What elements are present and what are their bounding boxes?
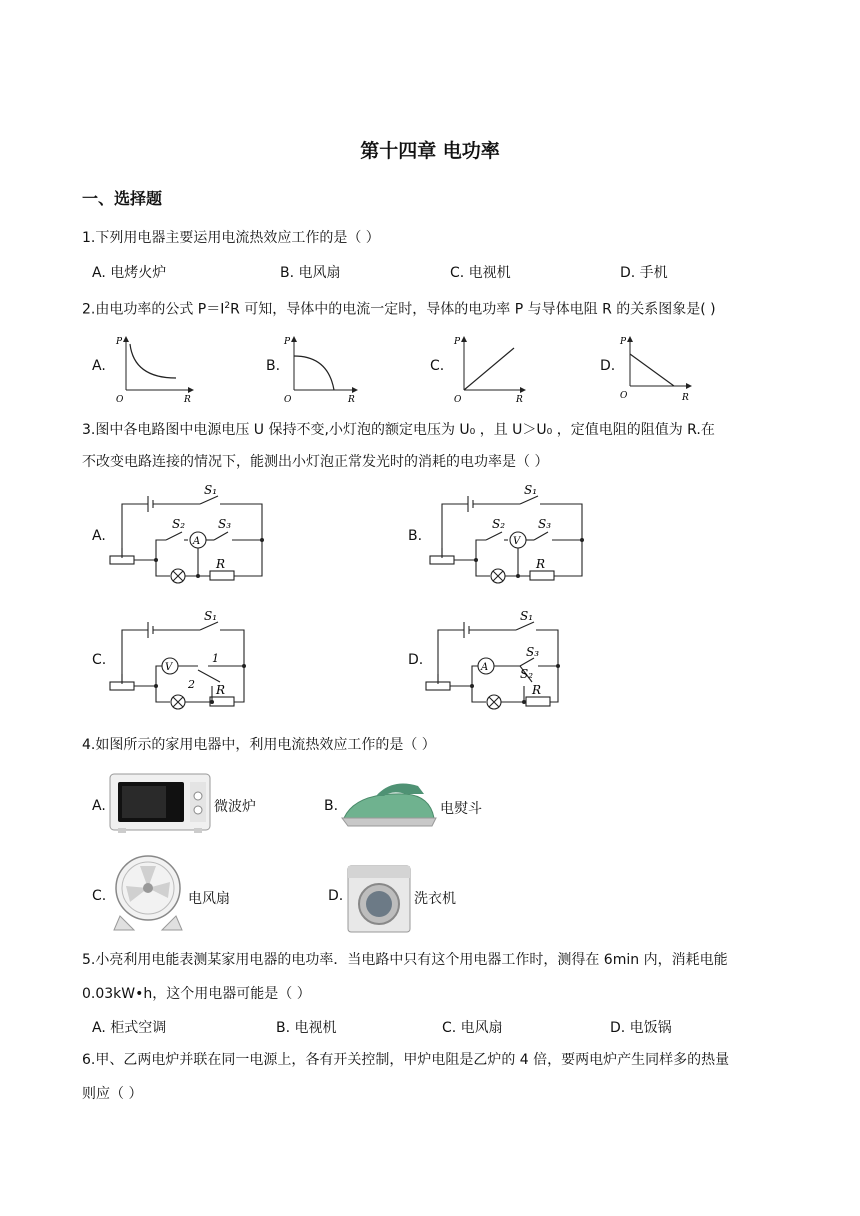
q2-graph-d	[620, 334, 700, 404]
svg-text:P: P	[454, 337, 461, 347]
q3-option-d: D.	[408, 652, 424, 668]
svg-text:S₂: S₂	[172, 517, 186, 531]
svg-text:S₂: S₂	[492, 517, 506, 531]
svg-text:S₃: S₃	[218, 517, 232, 531]
question-4-stem: 4.如图所示的家用电器中，利用电流热效应工作的是（ ）	[82, 737, 436, 753]
q5-option-b: B. 电视机	[276, 1020, 337, 1036]
svg-text:P: P	[620, 337, 627, 347]
section-heading: 一、选择题	[82, 189, 163, 208]
q2-option-a: A.	[92, 358, 106, 374]
washing-machine-image	[346, 864, 412, 934]
svg-text:R: R	[682, 393, 689, 403]
q1-option-d: D. 手机	[620, 265, 668, 281]
microwave-image	[108, 770, 214, 836]
svg-text:R: R	[184, 395, 191, 405]
svg-text:R: R	[532, 683, 542, 697]
question-2-stem: 2.由电功率的公式 $P=I^2R$ 可知，导体中的电流一定时，导体的电功率 P 与导体电阻 R 的关系图象是( )	[82, 301, 716, 318]
svg-text:1: 1	[212, 652, 219, 665]
q4-option-a: A.	[92, 798, 106, 814]
svg-text:S₁: S₁	[524, 483, 538, 497]
q3-option-b: B.	[408, 528, 423, 544]
question-3-line1: 3.图中各电路图中电源电压 U 保持不变,小灯泡的额定电压为 U₀ ，且 U＞U₀ ，定值电阻的阻值为 R.在	[82, 422, 715, 438]
svg-text:S₁: S₁	[520, 609, 534, 623]
q2-option-d: D.	[600, 358, 616, 374]
fan-image	[110, 852, 186, 932]
svg-text:R: R	[536, 557, 546, 571]
svg-text:S₂: S₂	[520, 667, 534, 681]
q1-option-b: B. 电风扇	[280, 265, 341, 281]
svg-text:R: R	[216, 683, 226, 697]
q5-option-a: A. 柜式空调	[92, 1020, 167, 1036]
question-6-line2: 则应（ ）	[82, 1086, 143, 1102]
svg-text:S₁: S₁	[204, 609, 218, 623]
question-5-line1: 5.小亮利用电能表测某家用电器的电功率．当电路中只有这个用电器工作时，测得在 6min 内，消耗电能	[82, 952, 728, 968]
question-3-line2: 不改变电路连接的情况下，能测出小灯泡正常发光时的消耗的电功率是（ ）	[82, 454, 549, 470]
q2-graph-b	[284, 334, 364, 404]
q4-option-c: C.	[92, 888, 107, 904]
q2-graph-c	[454, 334, 534, 404]
q1-option-c: C. 电视机	[450, 265, 511, 281]
svg-text:R: R	[216, 557, 226, 571]
page-title: 第十四章 电功率	[360, 140, 500, 162]
q3-circuit-a	[108, 480, 278, 585]
q4-option-b-label: 电熨斗	[440, 801, 482, 817]
svg-text:O: O	[620, 391, 628, 401]
q4-option-d: D.	[328, 888, 344, 904]
svg-text:R: R	[516, 395, 523, 405]
svg-text:V: V	[165, 662, 173, 673]
q4-option-b: B.	[324, 798, 339, 814]
svg-text:V: V	[513, 536, 521, 547]
svg-text:A: A	[193, 536, 201, 547]
q2-option-c: C.	[430, 358, 445, 374]
question-5-line2: 0.03kW•h，这个用电器可能是（ ）	[82, 986, 311, 1002]
q4-option-a-label: 微波炉	[214, 799, 256, 815]
svg-text:S₃: S₃	[538, 517, 552, 531]
question-1-stem: 1.下列用电器主要运用电流热效应工作的是（ ）	[82, 230, 380, 246]
svg-text:P: P	[116, 337, 123, 347]
q3-circuit-b	[428, 480, 598, 585]
svg-text:O: O	[454, 395, 462, 405]
svg-text:S₃: S₃	[526, 645, 540, 659]
iron-image	[336, 774, 440, 836]
svg-text:P: P	[284, 337, 291, 347]
svg-text:O: O	[284, 395, 292, 405]
question-6-line1: 6.甲、乙两电炉并联在同一电源上，各有开关控制，甲炉电阻是乙炉的 4 倍，要两电炉产生同样多的热量	[82, 1052, 730, 1068]
q5-option-d: D. 电饭锅	[610, 1020, 672, 1036]
q5-option-c: C. 电风扇	[442, 1020, 503, 1036]
q1-option-a: A. 电烤火炉	[92, 265, 167, 281]
svg-text:R: R	[348, 395, 355, 405]
q3-circuit-d	[424, 606, 594, 711]
svg-text:A: A	[481, 662, 489, 673]
q2-option-b: B.	[266, 358, 281, 374]
q4-option-d-label: 洗衣机	[414, 891, 456, 907]
svg-text:S₁: S₁	[204, 483, 218, 497]
svg-text:O: O	[116, 395, 124, 405]
q3-circuit-c	[108, 606, 278, 711]
q3-option-a: A.	[92, 528, 106, 544]
q4-option-c-label: 电风扇	[188, 891, 230, 907]
q3-option-c: C.	[92, 652, 107, 668]
svg-text:2: 2	[188, 678, 195, 691]
q2-graph-a	[116, 334, 196, 404]
